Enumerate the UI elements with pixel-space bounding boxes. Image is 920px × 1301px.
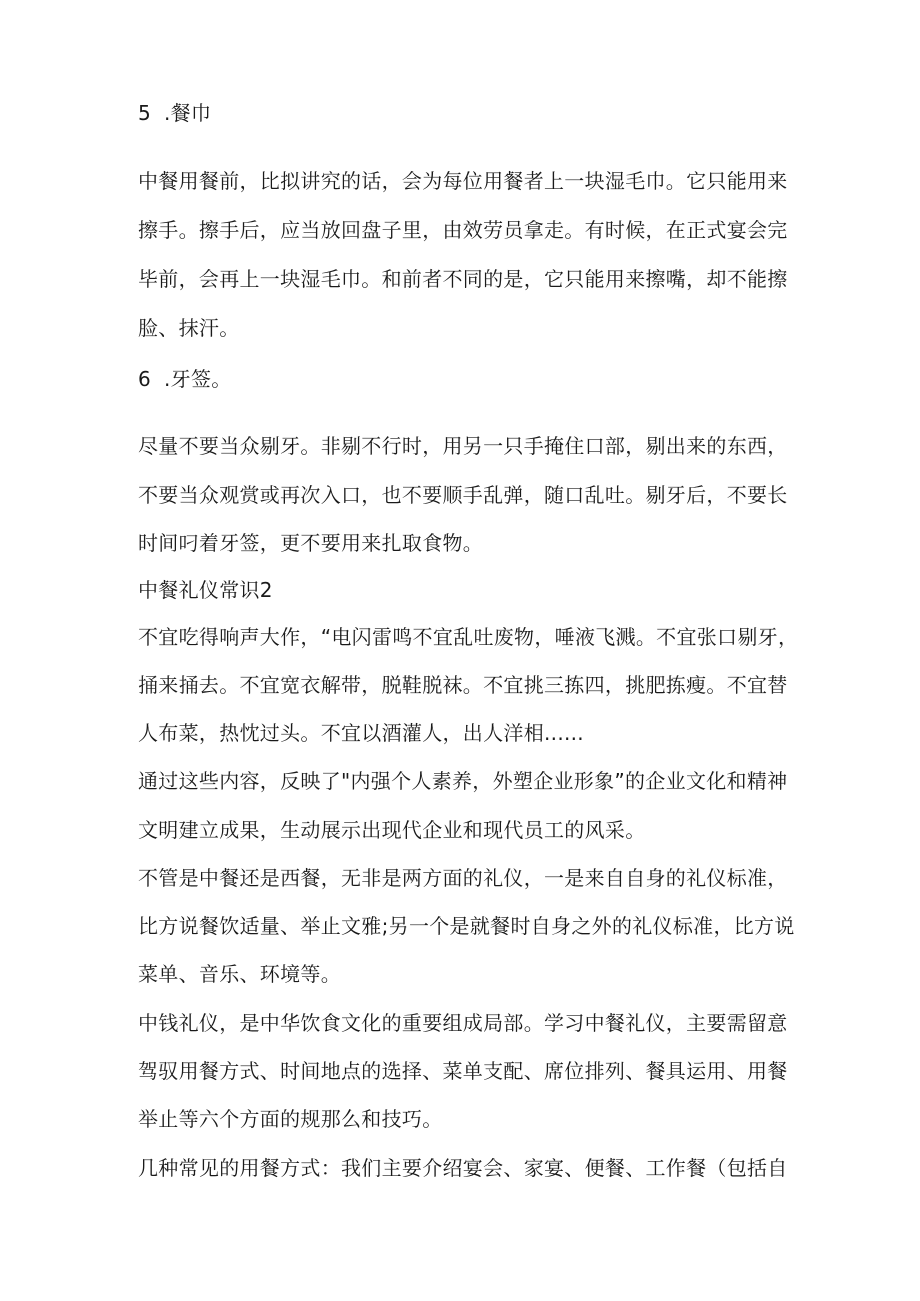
- paragraph-line: 不要当众观赏或再次入口，也不要顺手乱弹，随口乱吐。剔牙后，不要长: [138, 483, 788, 507]
- paragraph-line: 人布菜，热忱过头。不宜以酒灌人，出人洋相......: [138, 721, 584, 745]
- section-number: 5: [138, 101, 152, 125]
- paragraph-line: 尽量不要当众剔牙。非剔不行时，用另一只手掩住口部，剔出来的东西，: [138, 434, 788, 458]
- paragraph-line: 中餐用餐前，比拟讲究的话，会为每位用餐者上一块湿毛巾。它只能用来: [138, 169, 788, 193]
- paragraph-line: 几种常见的用餐方式：我们主要介绍宴会、家宴、便餐、工作餐（包括自: [138, 1156, 788, 1180]
- paragraph-line: 毕前，会再上一块湿毛巾。和前者不同的是，它只能用来擦嘴，却不能擦: [138, 267, 788, 291]
- paragraph-line: 比方说餐饮适量、举止文雅;另一个是就餐时自身之外的礼仪标准，比方说: [138, 914, 795, 938]
- paragraph-line: 不宜吃得响声大作，“电闪雷鸣不宜乱吐废物，唾液飞溅。不宜张口剔牙，: [138, 625, 799, 649]
- section-heading-5: [138, 100, 211, 126]
- paragraph-line: 驾驭用餐方式、时间地点的选择、菜单支配、席位排列、餐具运用、用餐: [138, 1059, 788, 1083]
- paragraph-line: 菜单、音乐、环境等。: [138, 962, 341, 986]
- paragraph-line: 脸、抹汗。: [138, 316, 240, 340]
- paragraph-line: 通过这些内容，反映了"内强个人素养，外塑企业形象”的企业文化和精神: [138, 769, 788, 793]
- paragraph-line: 不管是中餐还是西餐，无非是两方面的礼仪，一是来自自身的礼仪标准，: [138, 866, 788, 890]
- paragraph-line: 捅来捅去。不宜宽衣解带，脱鞋脱袜。不宜挑三拣四，挑肥拣瘦。不宜替: [138, 673, 788, 697]
- paragraph-line: 举止等六个方面的规那么和技巧。: [138, 1107, 443, 1131]
- section-number: 6: [138, 367, 152, 391]
- section-heading-6: [138, 366, 232, 392]
- section-title: .牙签。: [164, 367, 232, 391]
- paragraph-line: 擦手。擦手后，应当放回盘子里，由效劳员拿走。有时候，在正式宴会完: [138, 218, 788, 242]
- section-heading: 中餐礼仪常识2: [138, 578, 273, 602]
- paragraph-line: 时间叼着牙签，更不要用来扎取食物。: [138, 531, 484, 555]
- paragraph-line: 文明建立成果，生动展示出现代企业和现代员工的风采。: [138, 818, 646, 842]
- paragraph-line: 中钱礼仪，是中华饮食文化的重要组成局部。学习中餐礼仪，主要需留意: [138, 1011, 788, 1035]
- section-title: .餐巾: [164, 101, 212, 125]
